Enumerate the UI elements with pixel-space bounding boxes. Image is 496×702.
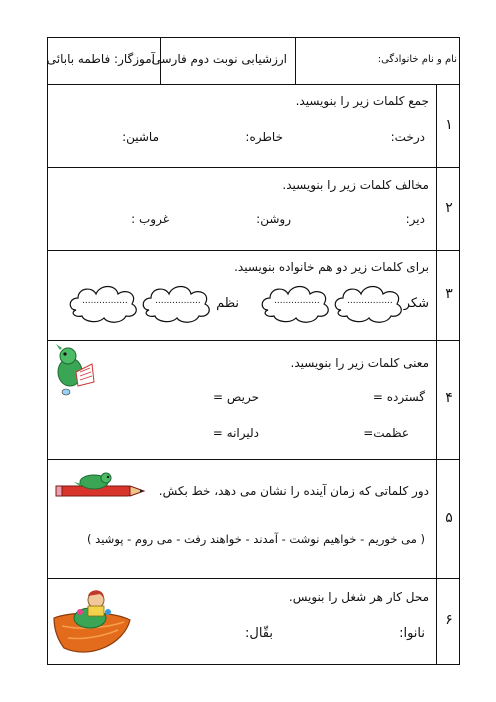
q1-instruction: جمع کلمات زیر را بنویسید. [295,94,429,108]
q4-item-haris: حریص = [213,390,259,404]
q4-item-azemat: عظمت= [363,426,409,440]
q3-instruction: برای کلمات زیر دو هم خانواده بنویسید. [234,260,429,274]
crocodile-pencil-icon [54,472,146,506]
teacher-name: آموزگار: فاطمه بابائی [46,52,155,66]
exam-title: ارزشیابی نوبت دوم فارسی [151,52,287,66]
q1-item-mashin: ماشین: [122,130,159,144]
answer-cloud[interactable] [333,282,405,326]
cloud-blank: ................ [347,296,393,306]
dragon-reading-icon [50,342,100,400]
worksheet [47,37,460,665]
question-number-3: ۳ [445,286,453,302]
q6-item-nanva: نانوا: [399,626,425,641]
number-column-divider [436,84,437,664]
q4-instruction: معنی کلمات زیر را بنویسید. [290,356,429,370]
q4-item-gostarde: گسترده = [372,390,425,404]
q2-instruction: مخالف کلمات زیر را بنویسید. [282,178,429,192]
answer-cloud[interactable] [260,282,332,326]
question-number-6: ۶ [445,612,453,628]
q5-options: ( می خوریم - خواهیم نوشت - آمدند - خواهند رفت - می روم - پوشید ) [87,532,425,546]
cloud-blank: ................ [274,296,320,306]
q6-instruction: محل کار هر شغل را بنویس. [288,590,429,604]
girl-in-leaf-boat-icon [50,582,134,662]
student-name-label: نام و نام خانوادگی: [377,54,457,65]
q5-instruction: دور کلماتی که زمان آینده را نشان می دهد، خط بکش. [158,484,429,498]
answer-cloud[interactable] [141,282,213,326]
cloud-blank: ................ [82,296,128,306]
question-number-2: ۲ [445,200,453,216]
answer-cloud[interactable] [68,282,140,326]
question-number-5: ۵ [445,510,453,526]
q3-word-nazm: نظم [216,296,239,311]
q6-item-baqqal: بقّال: [245,626,273,641]
q2-item-roshan: روشن: [256,212,291,226]
q2-item-ghorub: غروب : [131,212,169,226]
question-number-4: ۴ [445,390,453,406]
cloud-blank: ................ [155,296,201,306]
question-number-1: ۱ [445,117,453,133]
q3-word-shokr: شکر [403,296,429,311]
q1-item-khatere: خاطره: [245,130,283,144]
q1-item-derakht: درخت: [390,130,425,144]
q4-item-delirane: دلیرانه = [212,426,259,440]
header-divider-2 [295,38,296,84]
q2-item-dir: دیر: [405,212,425,226]
